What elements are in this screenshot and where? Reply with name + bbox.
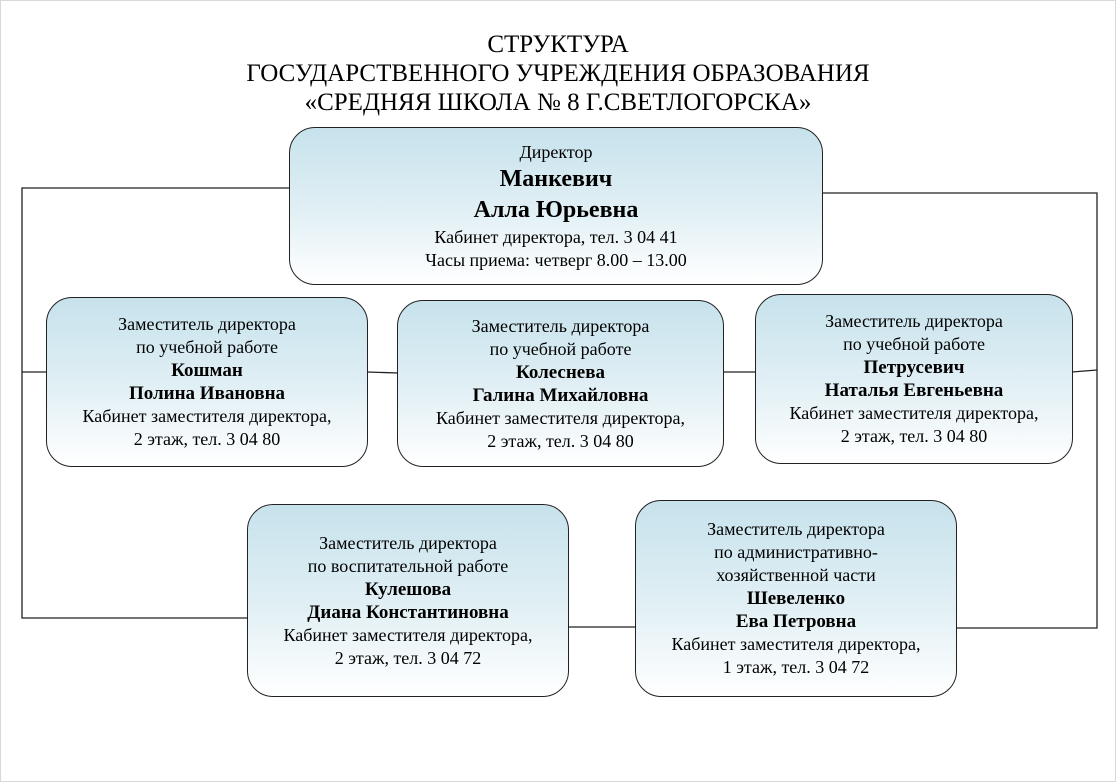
deputy-floor-phone: 2 этаж, тел. 3 04 80 (840, 426, 988, 446)
deputy-role-line1: Заместитель директора (825, 311, 1003, 331)
deputy-name: Полина Ивановна (128, 383, 286, 404)
connector-row1-right (1072, 370, 1097, 372)
director-office: Кабинет директора, тел. 3 04 41 (434, 226, 678, 247)
deputy-role-line2: по учебной работе (843, 334, 985, 354)
director-surname: Манкевич (499, 165, 613, 192)
deputy-floor-phone: 2 этаж, тел. 3 04 80 (133, 429, 281, 449)
deputy-box-koshman (46, 297, 368, 467)
deputy-surname: Колеснева (516, 361, 605, 383)
deputy-surname: Петрусевич (863, 357, 965, 378)
director-role: Директор (519, 141, 593, 162)
deputy-box-kuleshova (247, 504, 569, 697)
deputy-office: Кабинет заместителя директора, (82, 406, 332, 426)
deputy-role-line2: по учебной работе (489, 338, 632, 359)
deputy-office: Кабинет заместителя директора, (436, 407, 685, 428)
deputy-office: Кабинет заместителя директора, (283, 624, 533, 645)
deputy-name: Ева Петровна (735, 611, 857, 632)
deputy-office: Кабинет заместителя директора, (671, 634, 921, 654)
title-line-3: «СРЕДНЯЯ ШКОЛА № 8 Г.СВЕТЛОГОРСКА» (304, 89, 812, 116)
deputy-floor-phone: 1 этаж, тел. 3 04 72 (722, 657, 870, 677)
deputy-box-shevelenko (635, 500, 957, 697)
deputy-name: Галина Михайловна (472, 384, 649, 406)
deputy-floor-phone: 2 этаж, тел. 3 04 80 (487, 430, 634, 451)
deputy-box-kolesneva (397, 300, 724, 467)
title-line-1: СТРУКТУРА (487, 31, 629, 58)
deputy-role-line2: по административно- (714, 542, 878, 562)
deputy-role-line1: Заместитель директора (471, 315, 650, 336)
deputy-office: Кабинет заместителя директора, (789, 403, 1039, 423)
deputy-surname: Кулешова (364, 578, 452, 600)
director-name: Алла Юрьевна (473, 196, 639, 223)
deputy-role-line2: по учебной работе (136, 337, 278, 357)
deputy-box-petrusevich (755, 294, 1073, 464)
deputy-surname: Шевеленко (746, 588, 846, 609)
director-hours: Часы приема: четверг 8.00 – 13.00 (425, 249, 687, 270)
deputy-name: Диана Константиновна (307, 601, 509, 623)
deputy-role-line2: по воспитательной работе (307, 555, 509, 576)
deputy-role-line3: хозяйственной части (716, 565, 876, 585)
deputy-role-line1: Заместитель директора (118, 314, 296, 334)
director-box (289, 127, 823, 285)
connector-row1-a (367, 372, 398, 373)
deputy-name: Наталья Евгеньевна (824, 380, 1004, 401)
deputy-role-line1: Заместитель директора (319, 532, 497, 553)
deputy-floor-phone: 2 этаж, тел. 3 04 72 (334, 647, 482, 668)
title-line-2: ГОСУДАРСТВЕННОГО УЧРЕЖДЕНИЯ ОБРАЗОВАНИЯ (246, 60, 870, 87)
deputy-role-line1: Заместитель директора (707, 519, 885, 539)
deputy-surname: Кошман (171, 360, 243, 381)
